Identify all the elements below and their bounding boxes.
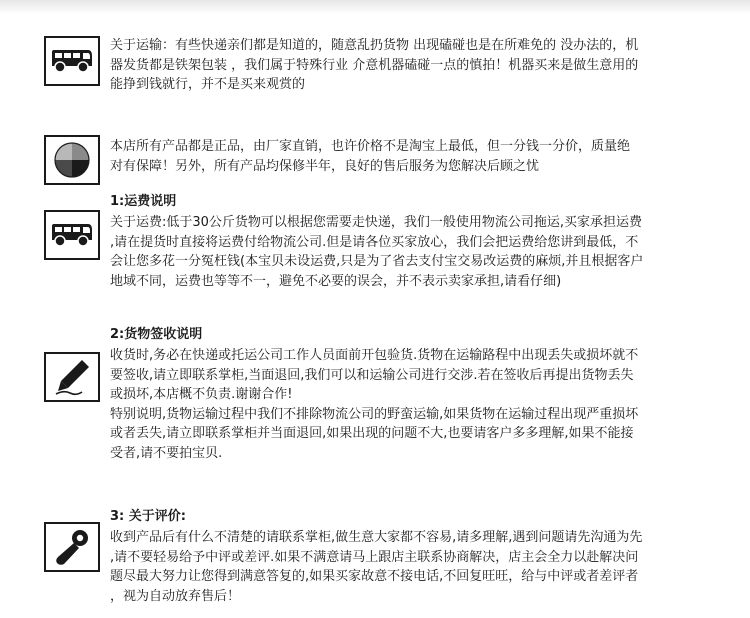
authenticity-notice — [110, 137, 714, 176]
truck-icon — [44, 36, 100, 86]
review-section — [110, 506, 714, 606]
text-line: 要签收,请立即联系掌柜,当面退回,我们可以和运输公司进行交涉.若在签收后再提出货物丢失 — [110, 367, 634, 383]
text-line: 能挣到钱就行，并不是买来观赏的 — [110, 77, 306, 93]
text-line: ,请不要轻易给予中评或差评.如果不满意请马上跟店主联系协商解决，店主会全力以赴解决问 — [110, 549, 639, 565]
wrench-icon — [44, 522, 100, 572]
text-line: 收货时,务必在快递或托运公司工作人员面前开包验货.货物在运输路程中出现丢失或损坏就不 — [110, 348, 639, 363]
text-line: 题尽最大努力让您得到满意答复的,如果买家故意不接电话,不回复旺旺，给与中评或者差评者 — [110, 569, 639, 585]
text-line: ，视为自动放弃售后！ — [110, 588, 241, 604]
pie-chart-icon — [44, 135, 100, 185]
truck-icon — [44, 210, 100, 260]
text-line: 关于运输：有些快递亲们都是知道的，随意乱扔货物 出现磕碰也是在所难免的 没办法的，机 — [110, 38, 639, 53]
text-line: 对有保障！另外，所有产品均保修半年，良好的售后服务为您解决后顾之忧 — [110, 158, 540, 174]
shipping-notice — [110, 36, 714, 95]
text-line: 特别说明,货物运输过程中我们不排除物流公司的野蛮运输,如果货物在运输过程出现严重损坏 — [110, 406, 639, 422]
text-line: 地域不同，运费也等等不一，避免不必要的误会，并不表示卖家承担,请看仔细) — [110, 273, 562, 289]
shipping-fee-section — [110, 191, 714, 291]
top-band — [0, 0, 750, 14]
text-line: 收到产品后有什么不清楚的请联系掌柜,做生意大家都不容易,请多理解,遇到问题请先沟通为先 — [110, 530, 643, 545]
text-line: 关于运费:低于30公斤货物可以根据您需要走快递，我们一般使用物流公司拖运,买家承担运费 — [110, 215, 643, 230]
section-heading: 1:运费说明 — [110, 194, 177, 209]
text-line: 受者,请不要拍宝贝. — [110, 445, 223, 461]
text-line: 或者丢失,请立即联系掌柜并当面退回,如果出现的问题不大,也要请客户多多理解,如果不能接 — [110, 426, 634, 442]
text-line: 会让您多花一分冤枉钱(本宝贝未设运费,只是为了省去支付宝交易改运费的麻烦,并且根据客户 — [110, 254, 644, 270]
text-line: 或损坏,本店概不负责.谢谢合作! — [110, 387, 293, 403]
receipt-section — [110, 324, 714, 464]
text-line: 本店所有产品都是正品，由厂家直销，也许价格不是淘宝上最低，但一分钱一分价，质量绝 — [110, 139, 631, 154]
section-heading: 3: 关于评价: — [110, 509, 186, 524]
text-line: ,请在提货时直接将运费付给物流公司.但是请各位买家放心，我们会把运费给您讲到最低，不 — [110, 234, 639, 250]
pen-icon — [44, 352, 100, 402]
text-line: 器发货都是铁架包装 ，我们属于特殊行业 介意机器磕碰一点的慎拍！机器买来是做生意用的 — [110, 57, 639, 73]
section-heading: 2:货物签收说明 — [110, 327, 203, 342]
